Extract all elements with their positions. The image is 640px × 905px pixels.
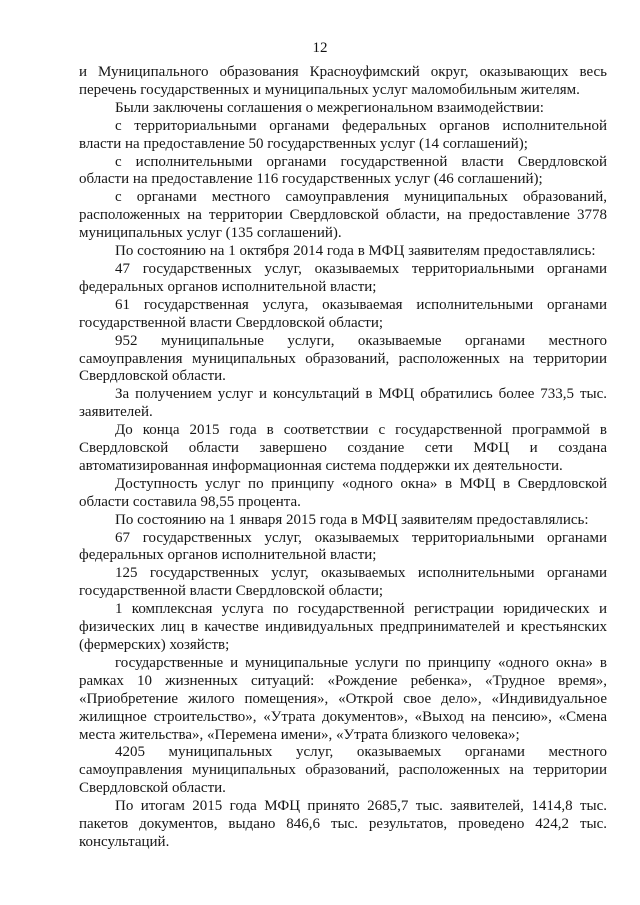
paragraph-2015-federal-services: 67 государственных услуг, оказываемых территориальными органами федеральных органов исполнительной власти; <box>79 529 607 564</box>
paragraph-applicants: За получением услуг и консультаций в МФЦ обратились более 733,5 тыс. заявителей. <box>79 386 607 421</box>
paragraph-2015-regional-services: 125 государственных услуг, оказываемых исполнительными органами государственной власти Свердловской области; <box>79 565 607 600</box>
paragraph-continuation: и Муниципального образования Красноуфимский округ, оказывающих весь перечень государственных и муниципальных услуг маломобильным жителям. <box>79 64 607 98</box>
paragraph-2014-municipal-services: 952 муниципальные услуги, оказываемые органами местного самоуправления муниципальных образований, расположенных на территории Свердловской области. <box>79 332 607 385</box>
paragraph-2015-municipal-services: 4205 муниципальных услуг, оказываемых органами местного самоуправления муниципальных образований, расположенных на территории Свердловской области. <box>79 744 607 797</box>
document-body <box>79 64 607 852</box>
paragraph-complex-service: 1 комплексная услуга по государственной регистрации юридических и физических лиц в качестве индивидуальных предпринимателей и крестьянских (фермерских) хозяйств; <box>79 601 607 653</box>
paragraph-network-completion: До конца 2015 года в соответствии с государственной программой в Свердловской области завершено создание сети МФЦ и создана автоматизированная информационная система поддержки их деятельности. <box>79 422 607 474</box>
paragraph-life-situations: государственные и муниципальные услуги по принципу «одного окна» в рамках 10 жизненных ситуаций: «Рождение ребенка», «Трудное время», «Приобретение жилого помещения», «Открой свое дело», «Индивидуальное жилищное строительство», «Утрата документов», «Выход на пенсию», «Смена места жительства», «Перемена имени», «Утрата близкого человека»; <box>79 654 607 743</box>
paragraph-2014-federal-services: 47 государственных услуг, оказываемых территориальными органами федеральных органов исполнительной власти; <box>79 260 607 295</box>
paragraph-2014-status: По состоянию на 1 октября 2014 года в МФЦ заявителям предоставлялись: <box>115 243 596 260</box>
paragraph-2015-status: По состоянию на 1 января 2015 года в МФЦ заявителям предоставлялись: <box>115 511 589 528</box>
paragraph-2014-regional-services: 61 государственная услуга, оказываемая исполнительными органами государственной власти Свердловской области; <box>79 296 607 331</box>
paragraph-regional-agreements: с исполнительными органами государственной власти Свердловской области на предоставление 116 государственных услуг (46 соглашений); <box>79 153 607 188</box>
paragraph-agreements-intro: Были заключены соглашения о межрегиональном взаимодействии: <box>115 99 544 116</box>
page-number: 12 <box>312 40 328 56</box>
paragraph-federal-agreements: с территориальными органами федеральных органов исполнительной власти на предоставление 50 государственных услуг (14 соглашений); <box>79 117 607 152</box>
paragraph-accessibility: Доступность услуг по принципу «одного окна» в МФЦ в Свердловской области составила 98,55 процента. <box>79 475 607 510</box>
paragraph-municipal-agreements: с органами местного самоуправления муниципальных образований, расположенных на территории Свердловской области, на предоставление 3778 муниципальных услуг (135 соглашений). <box>79 189 607 242</box>
paragraph-2015-results: По итогам 2015 года МФЦ принято 2685,7 тыс. заявителей, 1414,8 тыс. пакетов документов, выдано 846,6 тыс. результатов, проведено 424,2 тыс. консультаций. <box>79 798 607 850</box>
